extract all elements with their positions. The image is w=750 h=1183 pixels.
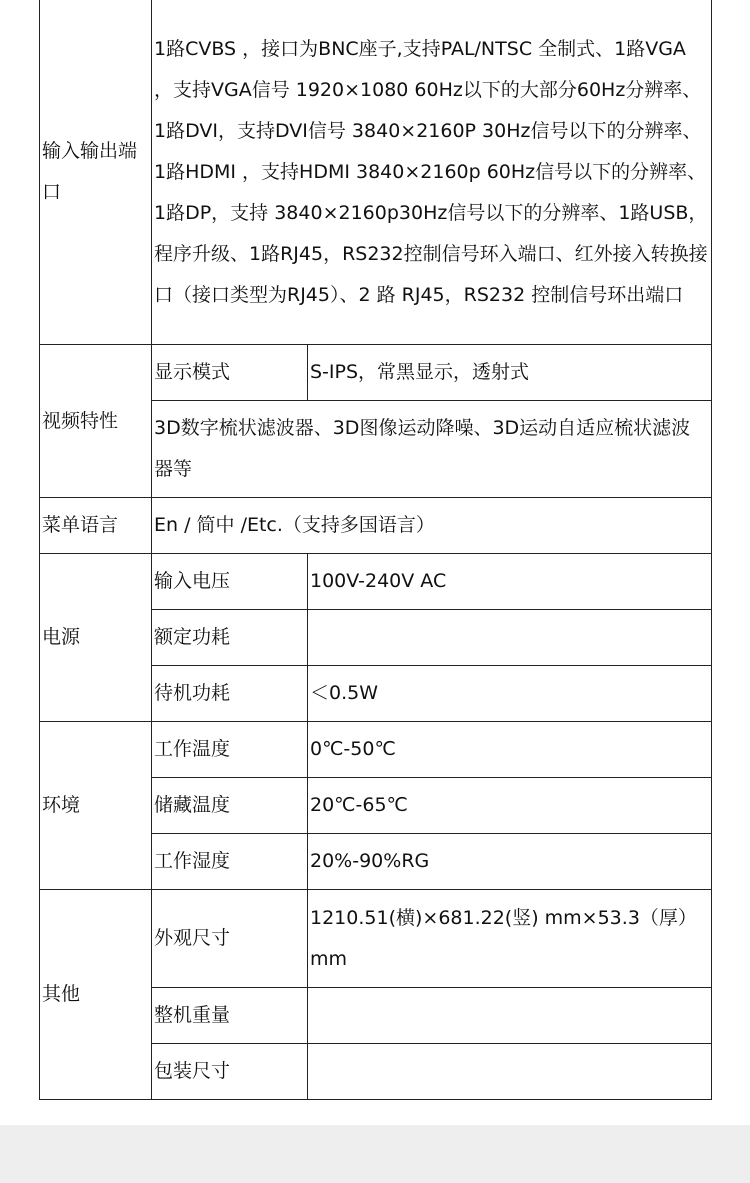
io-value: 1路CVBS ，接口为BNC座子,支持PAL/NTSC 全制式、1路VGA ，支持VGA信号 1920×1080 60Hz以下的大部分60Hz分辨率、1路DVI，支持DVI信号 3840×2160P 30Hz信号以下的分辨率、1路HDMI ，支持HDMI 3840×2160p 60Hz信号以下的分辨率、1路DP，支持 3840×2160p30Hz信号以下的分辨率、1路USB，程序升级、1路RJ45，RS232控制信号环入端口、红外接入转换接口（接口类型为RJ45）、2 路 RJ45，RS232 控制信号环出端口 [152, 0, 712, 345]
power-label: 电源 [40, 554, 152, 722]
operating-humidity-value: 20%-90%RG [308, 834, 712, 890]
input-voltage-value: 100V-240V AC [308, 554, 712, 610]
video-features-value: 3D数字梳状滤波器、3D图像运动降噪、3D运动自适应梳状滤波器等 [152, 401, 712, 498]
standby-power-label: 待机功耗 [152, 666, 308, 722]
weight-label: 整机重量 [152, 988, 308, 1044]
spec-table [39, 0, 712, 1100]
rated-power-value [308, 610, 712, 666]
table-row-display-mode [40, 345, 712, 401]
input-voltage-label: 输入电压 [152, 554, 308, 610]
dimensions-value: 1210.51(横)×681.22(竖) mm×53.3（厚）mm [308, 890, 712, 988]
dimensions-label: 外观尺寸 [152, 890, 308, 988]
table-row-io [40, 0, 712, 345]
menu-label: 菜单语言 [40, 498, 152, 554]
package-size-value [308, 1044, 712, 1100]
operating-temp-value: 0℃-50℃ [308, 722, 712, 778]
rated-power-label: 额定功耗 [152, 610, 308, 666]
package-size-label: 包装尺寸 [152, 1044, 308, 1100]
io-label: 输入输出端口 [40, 0, 152, 345]
storage-temp-value: 20℃-65℃ [308, 778, 712, 834]
standby-power-value: ＜0.5W [308, 666, 712, 722]
video-label: 视频特性 [40, 345, 152, 498]
table-row-dimensions [40, 890, 712, 988]
storage-temp-label: 储藏温度 [152, 778, 308, 834]
weight-value [308, 988, 712, 1044]
operating-humidity-label: 工作湿度 [152, 834, 308, 890]
operating-temp-label: 工作温度 [152, 722, 308, 778]
display-mode-label: 显示模式 [152, 345, 308, 401]
other-label: 其他 [40, 890, 152, 1100]
menu-value: En / 简中 /Etc.（支持多国语言） [152, 498, 712, 554]
table-row-input-voltage [40, 554, 712, 610]
page-bottom-band [0, 1125, 750, 1183]
table-row-operating-temp [40, 722, 712, 778]
table-row-menu [40, 498, 712, 554]
display-mode-value: S-IPS，常黑显示，透射式 [308, 345, 712, 401]
environment-label: 环境 [40, 722, 152, 890]
